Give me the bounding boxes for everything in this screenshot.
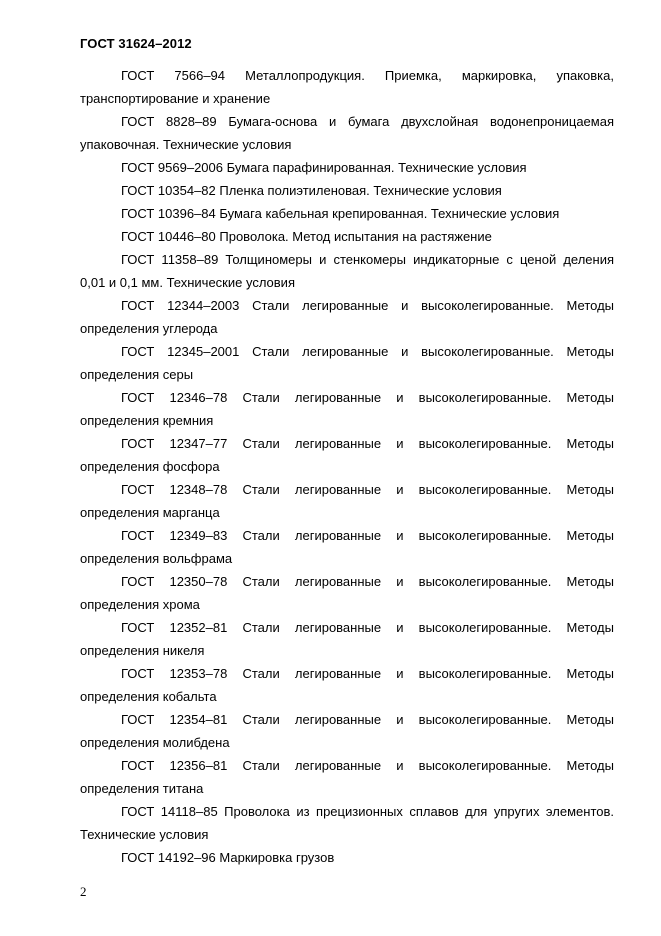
- reference-item: ГОСТ 12354–81 Стали легированные и высоколегированные. Методы определения молибдена: [80, 712, 614, 750]
- reference-item: ГОСТ 12344–2003 Стали легированные и высоколегированные. Методы определения углерода: [80, 298, 614, 336]
- reference-item: ГОСТ 12353–78 Стали легированные и высоколегированные. Методы определения кобальта: [80, 666, 614, 704]
- reference-item: ГОСТ 12352–81 Стали легированные и высоколегированные. Методы определения никеля: [80, 620, 614, 658]
- reference-item: ГОСТ 12348–78 Стали легированные и высоколегированные. Методы определения марганца: [80, 482, 614, 520]
- reference-item: ГОСТ 12345–2001 Стали легированные и высоколегированные. Методы определения серы: [80, 344, 614, 382]
- reference-item: ГОСТ 12356–81 Стали легированные и высоколегированные. Методы определения титана: [80, 758, 614, 796]
- reference-item: ГОСТ 12350–78 Стали легированные и высоколегированные. Методы определения хрома: [80, 574, 614, 612]
- reference-item: ГОСТ 14118–85 Проволока из прецизионных сплавов для упругих элементов. Технические условия: [80, 804, 614, 842]
- reference-item: ГОСТ 12346–78 Стали легированные и высоколегированные. Методы определения кремния: [80, 390, 614, 428]
- reference-item: ГОСТ 10446–80 Проволока. Метод испытания на растяжение: [121, 229, 492, 244]
- document-header: ГОСТ 31624–2012: [80, 36, 192, 51]
- page-number: 2: [80, 884, 87, 899]
- reference-item: ГОСТ 9569–2006 Бумага парафинированная. Технические условия: [121, 160, 527, 175]
- reference-item: ГОСТ 10396–84 Бумага кабельная крепированная. Технические условия: [121, 206, 560, 221]
- reference-item: ГОСТ 12349–83 Стали легированные и высоколегированные. Методы определения вольфрама: [80, 528, 614, 566]
- reference-list: [80, 64, 614, 869]
- reference-item: ГОСТ 7566–94 Металлопродукция. Приемка, маркировка, упаковка, транспортирование и хранение: [80, 68, 614, 106]
- reference-item: ГОСТ 11358–89 Толщиномеры и стенкомеры индикаторные с ценой деления 0,01 и 0,1 мм. Технические условия: [80, 252, 614, 290]
- reference-item: ГОСТ 10354–82 Пленка полиэтиленовая. Технические условия: [121, 183, 502, 198]
- reference-item: ГОСТ 14192–96 Маркировка грузов: [121, 850, 335, 865]
- reference-item: ГОСТ 12347–77 Стали легированные и высоколегированные. Методы определения фосфора: [80, 436, 614, 474]
- reference-item: ГОСТ 8828–89 Бумага-основа и бумага двухслойная водонепроницаемая упаковочная. Технические условия: [80, 114, 614, 152]
